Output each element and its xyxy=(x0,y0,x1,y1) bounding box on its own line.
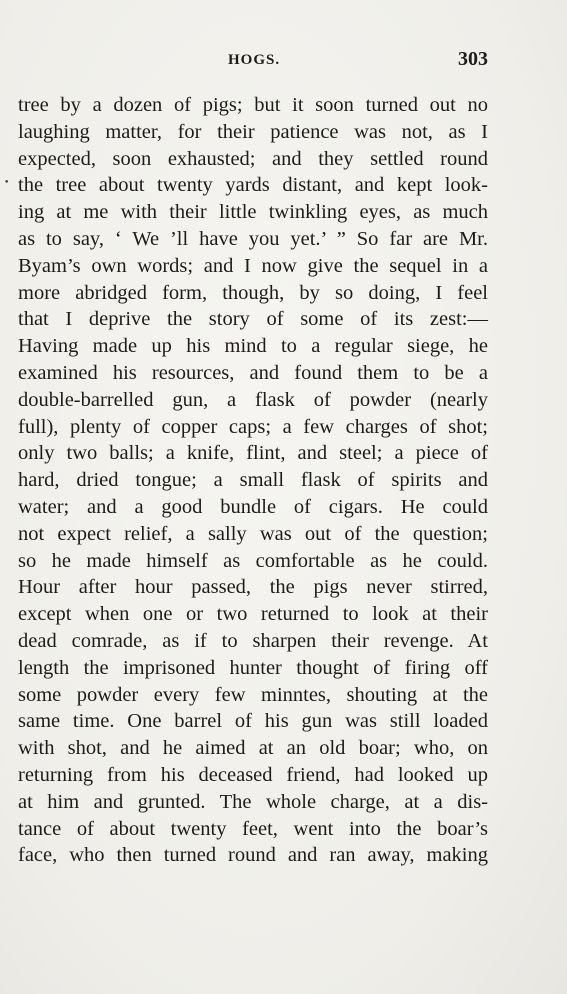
page-header xyxy=(18,46,488,76)
text-line: not expect relief, a sally was out of the question; xyxy=(18,522,488,545)
text-line: expected, soon exhausted; and they settled round xyxy=(18,147,488,170)
running-head: HOGS. xyxy=(228,52,281,68)
text-line: some powder every few minntes, shouting at the xyxy=(18,683,488,706)
text-line: ing at me with their little twinkling eyes, as much xyxy=(18,201,488,224)
text-line: more abridged form, though, by so doing, I feel xyxy=(18,281,488,304)
text-line: full), plenty of copper caps; a few charges of shot; xyxy=(18,415,488,438)
text-line: returning from his deceased friend, had looked up xyxy=(18,763,488,786)
text-line: at him and grunted. The whole charge, at a dis- xyxy=(18,790,488,813)
text-line: examined his resources, and found them to be a xyxy=(18,361,488,384)
text-line: only two balls; a knife, flint, and steel; a piece of xyxy=(18,442,488,465)
text-line: dead comrade, as if to sharpen their revenge. At xyxy=(18,629,488,652)
text-line: double-barrelled gun, a flask of powder (nearly xyxy=(18,388,488,411)
text-line: hard, dried tongue; a small flask of spirits and xyxy=(18,469,488,492)
text-line: Byam’s own words; and I now give the sequel in a xyxy=(18,254,488,277)
text-line: Hour after hour passed, the pigs never stirred, xyxy=(18,576,488,599)
margin-mark: • xyxy=(4,178,10,188)
text-line: that I deprive the story of some of its zest:— xyxy=(18,308,488,331)
text-line: the tree about twenty yards distant, and kept look- xyxy=(18,174,488,197)
text-line: except when one or two returned to look at their xyxy=(18,603,488,626)
text-line: tree by a dozen of pigs; but it soon turned out no xyxy=(18,94,488,116)
text-line: laughing matter, for their patience was not, as I xyxy=(18,120,488,143)
body-text xyxy=(18,92,488,869)
text-line: same time. One barrel of his gun was still loaded xyxy=(18,710,488,733)
text-line: face, who then turned round and ran away, making xyxy=(18,844,488,867)
text-line: Having made up his mind to a regular siege, he xyxy=(18,335,488,358)
page-number: 303 xyxy=(458,48,488,70)
text-line: as to say, ‘ We ’ll have you yet.’ ” So far are Mr. xyxy=(18,227,488,250)
text-line: water; and a good bundle of cigars. He could xyxy=(18,495,488,518)
text-line: so he made himself as comfortable as he could. xyxy=(18,549,488,572)
text-line: with shot, and he aimed at an old boar; who, on xyxy=(18,737,488,760)
text-line: length the imprisoned hunter thought of firing off xyxy=(18,656,488,679)
text-line: tance of about twenty feet, went into the boar’s xyxy=(18,817,488,840)
